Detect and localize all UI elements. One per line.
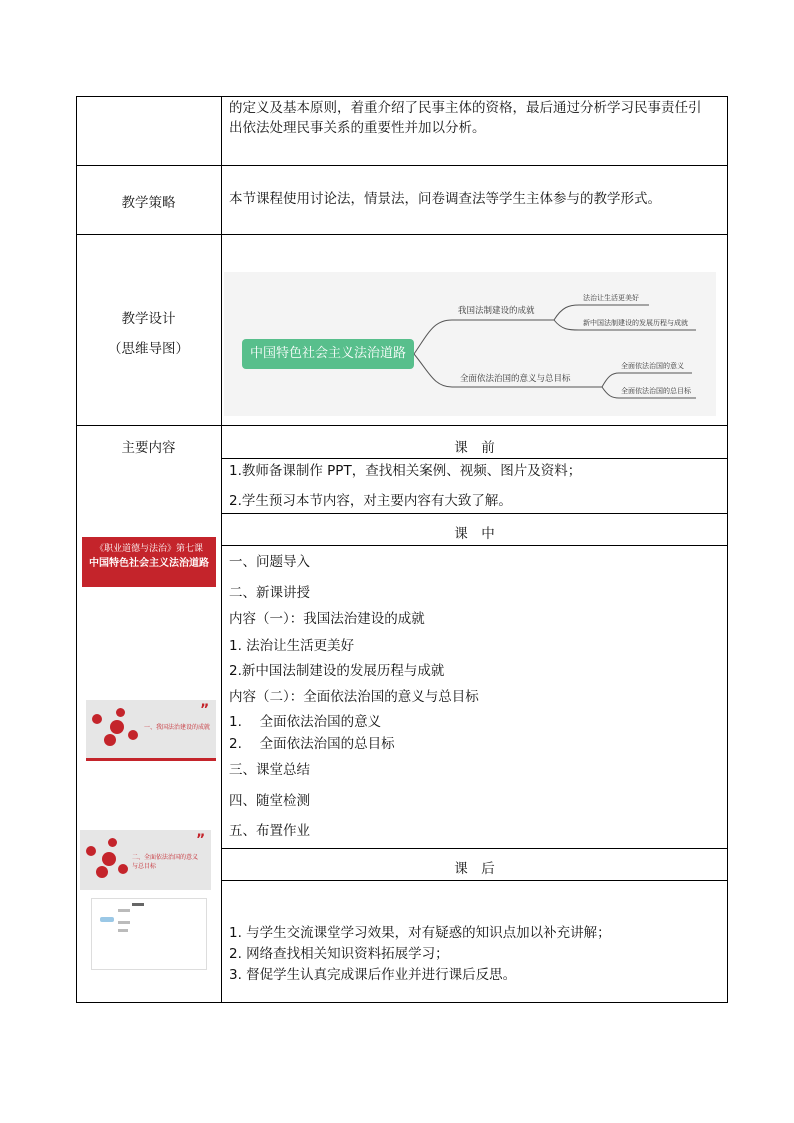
during-line-9: 三、课堂总结: [229, 762, 310, 778]
row-divider-after-header: [221, 880, 728, 881]
row-divider-intro: [76, 165, 728, 166]
slide-section-1-title: 一、我国法治建设的成就: [144, 724, 211, 731]
mindmap-leaf-4: 全面依法治国的总目标: [621, 387, 691, 395]
mini-mindmap-node: [118, 921, 130, 924]
during-line-2: 二、新课讲授: [229, 585, 310, 601]
decoration-dot: [128, 730, 138, 740]
decoration-dot: [86, 846, 96, 856]
during-line-11: 五、布置作业: [229, 823, 310, 839]
table-border-top: [76, 96, 728, 97]
mindmap-leaf-3: 全面依法治国的意义: [621, 362, 684, 370]
slide-thumbnail-cover: [82, 527, 216, 599]
decoration-dot: [92, 714, 102, 724]
during-class-header: 课 中: [454, 526, 495, 542]
slide-thumbnail-mindmap: [91, 898, 207, 970]
strategy-text: 本节课程使用讨论法，情景法，问卷调查法等学生主体参与的教学形式。: [229, 191, 661, 207]
mindmap-leaf-1: 法治让生活更美好: [583, 294, 639, 302]
decoration-dot: [108, 838, 117, 847]
after-item-2: 2. 网络查找相关知识资料拓展学习；: [229, 946, 449, 962]
decoration-dot: [110, 720, 124, 734]
during-line-1: 一、问题导入: [229, 554, 310, 570]
mini-mindmap-node: [132, 903, 144, 906]
mindmap-branch-2: 全面依法治国的意义与总目标: [460, 374, 571, 384]
mindmap-leaf-2: 新中国法制建设的发展历程与成就: [583, 319, 688, 327]
mindmap-root: 中国特色社会主义法治道路: [242, 339, 414, 369]
row-divider-before-header: [221, 458, 728, 459]
slide-thumbnail-section-1: [86, 700, 216, 761]
mini-mindmap-node: [100, 917, 114, 922]
decoration-dot: [102, 852, 116, 866]
slide-section-2-title-1: 二、全面依法治国的意义: [132, 854, 199, 861]
table-border-bottom: [76, 1002, 728, 1003]
before-class-header: 课 前: [454, 440, 495, 456]
quote-mark-icon: ”: [196, 832, 206, 848]
during-line-10: 四、随堂检测: [229, 793, 310, 809]
design-sublabel: （思维导图）: [108, 341, 189, 357]
slide-cover-title-2: 中国特色社会主义法治道路: [89, 558, 209, 569]
after-item-1: 1. 与学生交流课堂学习效果，对有疑惑的知识点加以补充讲解；: [229, 925, 611, 941]
decoration-dot: [96, 866, 108, 878]
row-divider-after-start: [221, 848, 728, 849]
row-divider-during-start: [221, 513, 728, 514]
row-divider-strategy: [76, 234, 728, 235]
slide-cover-title-1: 《职业道德与法治》第七课: [94, 544, 203, 554]
decoration-dot: [118, 864, 128, 874]
decoration-dot: [104, 734, 116, 746]
slide-thumbnail-section-2: [80, 830, 211, 890]
quote-mark-icon: ”: [200, 702, 210, 718]
mini-mindmap-node: [118, 909, 130, 912]
after-class-header: 课 后: [454, 861, 495, 877]
row-divider-during-header: [221, 545, 728, 546]
table-border-left: [76, 96, 77, 1003]
mini-mindmap-node: [118, 929, 128, 932]
during-line-7: 1. 全面依法治国的意义: [229, 714, 382, 730]
intro-line-2: 出依法处理民事关系的重要性并加以分析。: [229, 120, 486, 136]
before-item-1: 1.教师备课制作 PPT，查找相关案例、视频、图片及资料；: [229, 463, 582, 479]
during-line-6: 内容（二）：全面依法治国的意义与总目标: [229, 689, 479, 705]
main-content-label: 主要内容: [121, 440, 176, 456]
slide-section-2-title-2: 与总目标: [132, 863, 157, 870]
design-label: 教学设计: [121, 311, 176, 327]
mindmap: [224, 272, 716, 416]
during-line-5: 2.新中国法制建设的发展历程与成就: [229, 663, 445, 679]
intro-line-1: 的定义及基本原则，着重介绍了民事主体的资格，最后通过分析学习民事责任引: [229, 100, 702, 116]
row-divider-design: [76, 425, 728, 426]
mindmap-branch-1: 我国法制建设的成就: [458, 306, 535, 316]
after-item-3: 3. 督促学生认真完成课后作业并进行课后反思。: [229, 967, 517, 983]
during-line-3: 内容（一）：我国法治建设的成就: [229, 611, 425, 627]
slide-red-bar: [86, 758, 216, 761]
decoration-dot: [116, 708, 125, 717]
during-line-8: 2. 全面依法治国的总目标: [229, 736, 395, 752]
before-item-2: 2.学生预习本节内容，对主要内容有大致了解。: [229, 493, 512, 509]
strategy-label: 教学策略: [121, 195, 176, 211]
during-line-4: 1. 法治让生活更美好: [229, 638, 355, 654]
